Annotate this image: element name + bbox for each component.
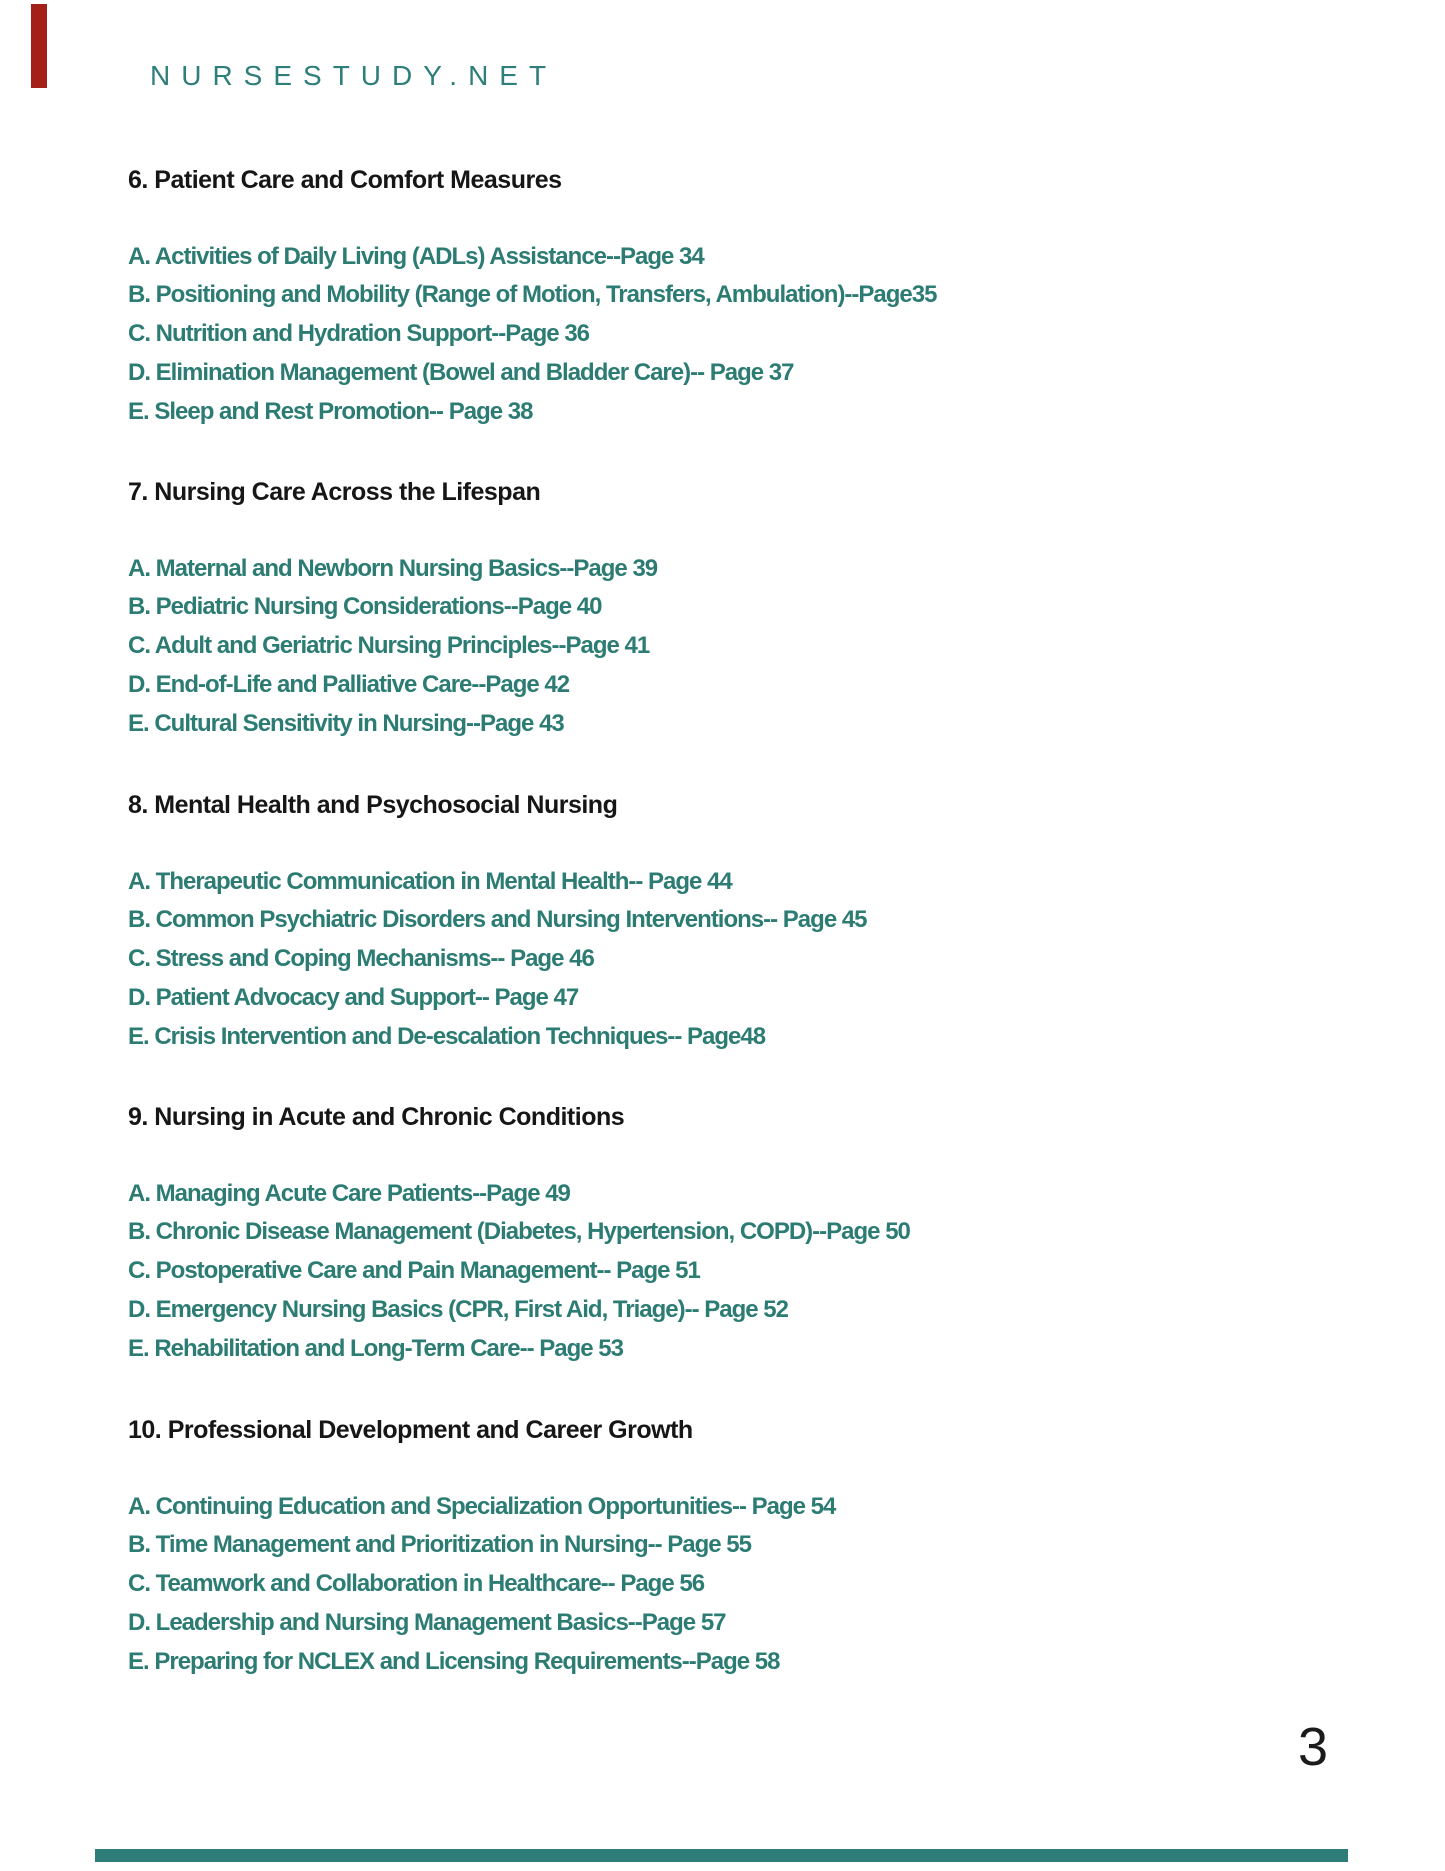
brand-title: NURSESTUDY.NET <box>150 60 558 91</box>
toc-item[interactable]: E. Rehabilitation and Long-Term Care-- Page 53 <box>128 1334 623 1362</box>
toc-item[interactable]: A. Therapeutic Communication in Mental Health-- Page 44 <box>128 867 732 895</box>
toc-item[interactable]: B. Chronic Disease Management (Diabetes, Hypertension, COPD)--Page 50 <box>128 1218 910 1246</box>
red-ribbon-decoration <box>31 4 47 88</box>
toc-section-6 <box>128 165 1328 431</box>
toc-item[interactable]: C. Nutrition and Hydration Support--Page 36 <box>128 320 590 348</box>
toc-item[interactable]: C. Postoperative Care and Pain Management-- Page 51 <box>128 1257 700 1285</box>
section-title: 9. Nursing in Acute and Chronic Conditions <box>128 1103 625 1131</box>
toc-item[interactable]: B. Common Psychiatric Disorders and Nursing Interventions-- Page 45 <box>128 906 867 934</box>
toc-section-8 <box>128 790 1328 1056</box>
toc-item[interactable]: D. End-of-Life and Palliative Care--Page 42 <box>128 670 570 698</box>
toc-item[interactable]: D. Patient Advocacy and Support-- Page 47 <box>128 983 579 1011</box>
toc-item[interactable]: D. Emergency Nursing Basics (CPR, First Aid, Triage)-- Page 52 <box>128 1295 788 1323</box>
toc-list <box>128 1175 1328 1369</box>
section-title: 6. Patient Care and Comfort Measures <box>128 166 562 194</box>
toc-section-9 <box>128 1102 1328 1368</box>
page-number: 3 <box>1298 1717 1329 1777</box>
toc-section-7 <box>128 477 1328 743</box>
toc-item[interactable]: E. Crisis Intervention and De-escalation Techniques-- Page48 <box>128 1022 766 1050</box>
toc-item[interactable]: A. Activities of Daily Living (ADLs) Assistance--Page 34 <box>128 242 704 270</box>
toc-list <box>128 1488 1328 1682</box>
toc-list <box>128 863 1328 1057</box>
toc-item[interactable]: A. Managing Acute Care Patients--Page 49 <box>128 1179 570 1207</box>
toc-item[interactable]: C. Teamwork and Collaboration in Healthcare-- Page 56 <box>128 1570 705 1598</box>
toc-item[interactable]: A. Continuing Education and Specialization Opportunities-- Page 54 <box>128 1492 836 1520</box>
toc-item[interactable]: C. Stress and Coping Mechanisms-- Page 46 <box>128 945 594 973</box>
toc-list <box>128 550 1328 744</box>
toc-item[interactable]: C. Adult and Geriatric Nursing Principles--Page 41 <box>128 632 650 660</box>
toc-item[interactable]: A. Maternal and Newborn Nursing Basics--Page 39 <box>128 554 658 582</box>
toc-item[interactable]: B. Positioning and Mobility (Range of Motion, Transfers, Ambulation)--Page35 <box>128 281 937 309</box>
toc-item[interactable]: B. Time Management and Prioritization in Nursing-- Page 55 <box>128 1531 751 1559</box>
toc-item[interactable]: D. Leadership and Nursing Management Basics--Page 57 <box>128 1608 726 1636</box>
toc-item[interactable]: E. Preparing for NCLEX and Licensing Requirements--Page 58 <box>128 1647 780 1675</box>
toc-item[interactable]: D. Elimination Management (Bowel and Bladder Care)-- Page 37 <box>128 358 794 386</box>
toc-section-10 <box>128 1415 1328 1681</box>
section-title: 10. Professional Development and Career Growth <box>128 1416 693 1444</box>
section-title: 8. Mental Health and Psychosocial Nursing <box>128 791 618 819</box>
footer-rule-decoration <box>95 1849 1348 1862</box>
toc-item[interactable]: E. Cultural Sensitivity in Nursing--Page 43 <box>128 709 564 737</box>
toc-list <box>128 238 1328 432</box>
toc-item[interactable]: E. Sleep and Rest Promotion-- Page 38 <box>128 397 533 425</box>
toc-item[interactable]: B. Pediatric Nursing Considerations--Page 40 <box>128 593 602 621</box>
section-title: 7. Nursing Care Across the Lifespan <box>128 478 541 506</box>
